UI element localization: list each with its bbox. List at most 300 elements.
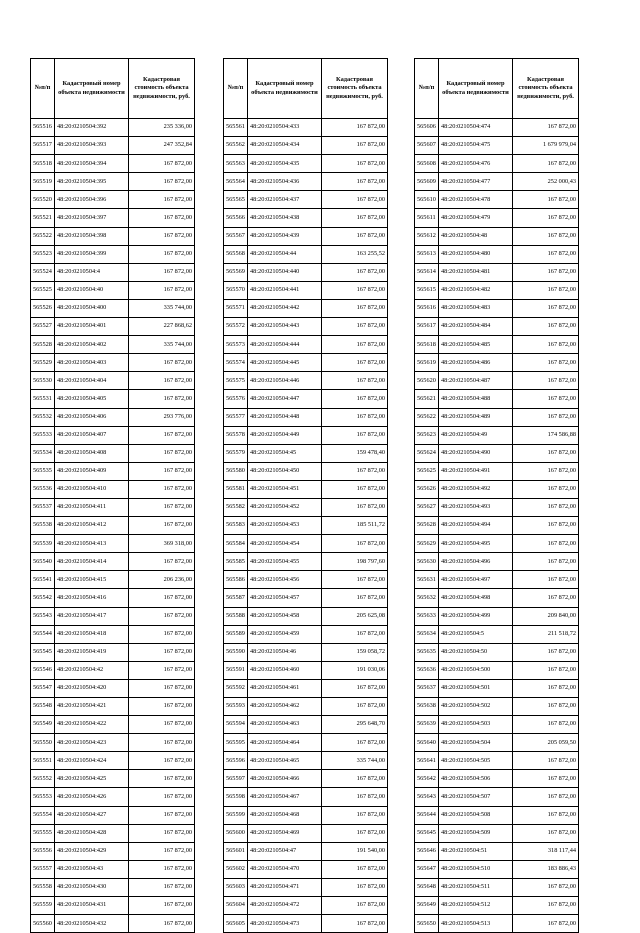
table-row: [31, 842, 195, 860]
cadastral-value: 167 872,00: [129, 788, 195, 806]
cadastral-value: 167 872,00: [129, 679, 195, 697]
table-row: [31, 806, 195, 824]
cadastral-number: 48:20:0210504:451: [248, 480, 322, 498]
table-row: [415, 281, 579, 299]
table-row: [31, 860, 195, 878]
row-number: 565611: [415, 209, 439, 227]
cadastral-number: 48:20:0210504:399: [55, 245, 129, 263]
table-row: [224, 842, 388, 860]
row-number: 565622: [415, 408, 439, 426]
cadastral-number: 48:20:0210504:423: [55, 734, 129, 752]
row-number: 565627: [415, 498, 439, 516]
row-number: 565556: [31, 842, 55, 860]
row-number: 565552: [31, 770, 55, 788]
cadastral-value: 167 872,00: [322, 354, 388, 372]
row-number: 565522: [31, 227, 55, 245]
table-row: [224, 716, 388, 734]
table-row: [415, 770, 579, 788]
row-number: 565535: [31, 462, 55, 480]
cadastral-value: 167 872,00: [129, 860, 195, 878]
row-number: 565646: [415, 842, 439, 860]
cadastral-number: 48:20:0210504:507: [439, 788, 513, 806]
row-number: 565559: [31, 897, 55, 915]
row-number: 565580: [224, 462, 248, 480]
row-number: 565528: [31, 336, 55, 354]
cadastral-value: 227 868,62: [129, 318, 195, 336]
table-row: [415, 571, 579, 589]
row-number: 565529: [31, 354, 55, 372]
cadastral-value: 167 872,00: [322, 878, 388, 896]
cadastral-number: 48:20:0210504:397: [55, 209, 129, 227]
table-row: [415, 553, 579, 571]
row-number: 565516: [31, 119, 55, 137]
cadastral-value: 167 872,00: [513, 752, 579, 770]
cadastral-number: 48:20:0210504:509: [439, 824, 513, 842]
cadastral-value: 167 872,00: [129, 716, 195, 734]
cadastral-value: 167 872,00: [513, 915, 579, 933]
row-number: 565640: [415, 734, 439, 752]
table-row: [31, 209, 195, 227]
row-number: 565602: [224, 860, 248, 878]
table-row: [415, 806, 579, 824]
row-number: 565584: [224, 535, 248, 553]
cadastral-number: 48:20:0210504:483: [439, 299, 513, 317]
cadastral-value: 167 872,00: [129, 480, 195, 498]
cadastral-number: 48:20:0210504:493: [439, 498, 513, 516]
row-number: 565625: [415, 462, 439, 480]
cadastral-value: 167 872,00: [322, 897, 388, 915]
cadastral-number: 48:20:0210504:477: [439, 173, 513, 191]
cadastral-number: 48:20:0210504:444: [248, 336, 322, 354]
cadastral-number: 48:20:0210504:484: [439, 318, 513, 336]
table-row: [31, 752, 195, 770]
cadastral-value: 167 872,00: [322, 462, 388, 480]
cadastral-number: 48:20:0210504:410: [55, 480, 129, 498]
table-row: [224, 897, 388, 915]
cadastral-number: 48:20:0210504:415: [55, 571, 129, 589]
table-row: [415, 842, 579, 860]
table-row: [31, 571, 195, 589]
table-row: [224, 498, 388, 516]
cadastral-number: 48:20:0210504:487: [439, 372, 513, 390]
cadastral-number: 48:20:0210504:471: [248, 878, 322, 896]
row-number: 565532: [31, 408, 55, 426]
row-number: 565579: [224, 444, 248, 462]
cadastral-value: 167 872,00: [129, 498, 195, 516]
table-row: [224, 734, 388, 752]
table-row: [224, 354, 388, 372]
cadastral-number: 48:20:0210504:421: [55, 698, 129, 716]
cadastral-number: 48:20:0210504:436: [248, 173, 322, 191]
row-number: 565626: [415, 480, 439, 498]
cadastral-value: 191 030,06: [322, 661, 388, 679]
cadastral-number: 48:20:0210504:490: [439, 444, 513, 462]
cadastral-value: 167 872,00: [322, 299, 388, 317]
cadastral-value: 167 872,00: [513, 553, 579, 571]
table-row: [415, 227, 579, 245]
cadastral-value: 167 872,00: [129, 625, 195, 643]
table-row: [415, 372, 579, 390]
cadastral-number: 48:20:0210504:432: [55, 915, 129, 933]
table-row: [224, 643, 388, 661]
row-number: 565561: [224, 119, 248, 137]
cadastral-number: 48:20:0210504:456: [248, 571, 322, 589]
row-number: 565583: [224, 517, 248, 535]
table-row: [224, 806, 388, 824]
table-row: [31, 498, 195, 516]
table-row: [31, 372, 195, 390]
cadastral-value: 167 872,00: [322, 535, 388, 553]
cadastral-value: 167 872,00: [322, 571, 388, 589]
cadastral-number: 48:20:0210504:401: [55, 318, 129, 336]
cadastral-value: 167 872,00: [513, 372, 579, 390]
row-number: 565549: [31, 716, 55, 734]
row-number: 565618: [415, 336, 439, 354]
cadastral-number: 48:20:0210504:441: [248, 281, 322, 299]
row-number: 565573: [224, 336, 248, 354]
row-number: 565612: [415, 227, 439, 245]
table-row: [31, 535, 195, 553]
row-number: 565540: [31, 553, 55, 571]
table-row: [224, 408, 388, 426]
cadastral-number: 48:20:0210504:42: [55, 661, 129, 679]
cadastral-value: 167 872,00: [513, 679, 579, 697]
row-number: 565606: [415, 119, 439, 137]
table-row: [415, 480, 579, 498]
cadastral-number: 48:20:0210504:403: [55, 354, 129, 372]
cadastral-number: 48:20:0210504:51: [439, 842, 513, 860]
cadastral-number: 48:20:0210504:442: [248, 299, 322, 317]
cadastral-value: 205 059,50: [513, 734, 579, 752]
row-number: 565599: [224, 806, 248, 824]
table-row: [31, 679, 195, 697]
row-number: 565624: [415, 444, 439, 462]
cadastral-value: 167 872,00: [322, 336, 388, 354]
row-number: 565525: [31, 281, 55, 299]
row-number: 565558: [31, 878, 55, 896]
table-row: [415, 299, 579, 317]
cadastral-value: 167 872,00: [129, 698, 195, 716]
table-row: [224, 299, 388, 317]
cadastral-number: 48:20:0210504:414: [55, 553, 129, 571]
table-row: [31, 444, 195, 462]
table-row: [415, 191, 579, 209]
cadastral-number: 48:20:0210504:466: [248, 770, 322, 788]
row-number: 565574: [224, 354, 248, 372]
table-row: [224, 173, 388, 191]
cadastral-number: 48:20:0210504:478: [439, 191, 513, 209]
table-row: [224, 698, 388, 716]
row-number: 565609: [415, 173, 439, 191]
cadastral-number: 48:20:0210504:454: [248, 535, 322, 553]
cadastral-number: 48:20:0210504:412: [55, 517, 129, 535]
row-number: 565569: [224, 263, 248, 281]
table-row: [224, 390, 388, 408]
cadastral-number: 48:20:0210504:443: [248, 318, 322, 336]
cadastral-value: 167 872,00: [513, 191, 579, 209]
cadastral-value: 167 872,00: [129, 806, 195, 824]
cadastral-table-2: [223, 58, 388, 933]
cadastral-number: 48:20:0210504:392: [55, 119, 129, 137]
cadastral-value: 167 872,00: [322, 191, 388, 209]
table-row: [224, 607, 388, 625]
row-number: 565643: [415, 788, 439, 806]
cadastral-value: 167 872,00: [129, 227, 195, 245]
row-number: 565526: [31, 299, 55, 317]
cadastral-value: 167 872,00: [129, 643, 195, 661]
row-number: 565550: [31, 734, 55, 752]
table-row: [224, 752, 388, 770]
table-header-row: [31, 59, 195, 119]
cadastral-number: 48:20:0210504:481: [439, 263, 513, 281]
row-number: 565639: [415, 716, 439, 734]
table-row: [415, 897, 579, 915]
cadastral-value: 167 872,00: [513, 209, 579, 227]
cadastral-number: 48:20:0210504:510: [439, 860, 513, 878]
row-number: 565576: [224, 390, 248, 408]
table-row: [31, 480, 195, 498]
cadastral-value: 191 540,00: [322, 842, 388, 860]
table-row: [31, 245, 195, 263]
cadastral-value: 167 872,00: [513, 462, 579, 480]
table-row: [224, 137, 388, 155]
row-number: 565589: [224, 625, 248, 643]
table-row: [415, 607, 579, 625]
table-row: [415, 643, 579, 661]
table-row: [415, 752, 579, 770]
row-number: 565543: [31, 607, 55, 625]
cadastral-number: 48:20:0210504:435: [248, 155, 322, 173]
row-number: 565630: [415, 553, 439, 571]
cadastral-value: 167 872,00: [129, 770, 195, 788]
cadastral-number: 48:20:0210504:473: [248, 915, 322, 933]
table-row: [415, 589, 579, 607]
cadastral-number: 48:20:0210504:411: [55, 498, 129, 516]
cadastral-value: 209 840,00: [513, 607, 579, 625]
table-row: [31, 788, 195, 806]
row-number: 565647: [415, 860, 439, 878]
table-row: [224, 625, 388, 643]
cadastral-number: 48:20:0210504:457: [248, 589, 322, 607]
cadastral-value: 167 872,00: [322, 770, 388, 788]
cadastral-number: 48:20:0210504:508: [439, 806, 513, 824]
row-number: 565586: [224, 571, 248, 589]
cadastral-number: 48:20:0210504:458: [248, 607, 322, 625]
cadastral-number: 48:20:0210504:43: [55, 860, 129, 878]
cadastral-value: 167 872,00: [322, 734, 388, 752]
cadastral-value: 167 872,00: [513, 897, 579, 915]
header-num: №п/п: [415, 59, 439, 119]
row-number: 565610: [415, 191, 439, 209]
cadastral-value: 318 117,44: [513, 842, 579, 860]
cadastral-number: 48:20:0210504:430: [55, 878, 129, 896]
cadastral-value: 205 625,08: [322, 607, 388, 625]
cadastral-value: 167 872,00: [129, 209, 195, 227]
row-number: 565524: [31, 263, 55, 281]
header-cadastral-number: Кадастровый номер объекта недвижимости: [439, 59, 513, 119]
table-row: [31, 227, 195, 245]
cadastral-value: 167 872,00: [322, 155, 388, 173]
cadastral-number: 48:20:0210504:461: [248, 679, 322, 697]
cadastral-number: 48:20:0210504:428: [55, 824, 129, 842]
row-number: 565560: [31, 915, 55, 933]
cadastral-number: 48:20:0210504:504: [439, 734, 513, 752]
cadastral-number: 48:20:0210504:440: [248, 263, 322, 281]
row-number: 565594: [224, 716, 248, 734]
header-cadastral-value: Кадастровая стоимость объекта недвижимости, руб.: [513, 59, 579, 119]
row-number: 565621: [415, 390, 439, 408]
table-row: [31, 299, 195, 317]
row-number: 565598: [224, 788, 248, 806]
cadastral-number: 48:20:0210504:44: [248, 245, 322, 263]
table-row: [31, 698, 195, 716]
cadastral-value: 211 518,72: [513, 625, 579, 643]
cadastral-number: 48:20:0210504:407: [55, 426, 129, 444]
cadastral-number: 48:20:0210504:503: [439, 716, 513, 734]
cadastral-value: 167 872,00: [322, 915, 388, 933]
row-number: 565597: [224, 770, 248, 788]
cadastral-number: 48:20:0210504:460: [248, 661, 322, 679]
table-row: [31, 589, 195, 607]
cadastral-value: 167 872,00: [513, 661, 579, 679]
cadastral-number: 48:20:0210504:422: [55, 716, 129, 734]
row-number: 565615: [415, 281, 439, 299]
row-number: 565564: [224, 173, 248, 191]
header-cadastral-value: Кадастровая стоимость объекта недвижимости, руб.: [129, 59, 195, 119]
cadastral-value: 174 586,88: [513, 426, 579, 444]
cadastral-number: 48:20:0210504:408: [55, 444, 129, 462]
table-row: [415, 245, 579, 263]
table-row: [224, 860, 388, 878]
row-number: 565608: [415, 155, 439, 173]
table-row: [31, 281, 195, 299]
table-row: [224, 788, 388, 806]
cadastral-value: 167 872,00: [129, 462, 195, 480]
table-row: [31, 263, 195, 281]
cadastral-number: 48:20:0210504:498: [439, 589, 513, 607]
table-row: [31, 915, 195, 933]
cadastral-value: 167 872,00: [513, 806, 579, 824]
row-number: 565581: [224, 480, 248, 498]
row-number: 565577: [224, 408, 248, 426]
cadastral-number: 48:20:0210504:492: [439, 480, 513, 498]
table-row: [31, 770, 195, 788]
cadastral-number: 48:20:0210504:491: [439, 462, 513, 480]
table-row: [415, 535, 579, 553]
table-row: [224, 336, 388, 354]
row-number: 565538: [31, 517, 55, 535]
cadastral-value: 167 872,00: [513, 444, 579, 462]
table-row: [415, 679, 579, 697]
row-number: 565578: [224, 426, 248, 444]
cadastral-number: 48:20:0210504:475: [439, 137, 513, 155]
row-number: 565634: [415, 625, 439, 643]
cadastral-value: 167 872,00: [129, 245, 195, 263]
row-number: 565539: [31, 535, 55, 553]
cadastral-number: 48:20:0210504:445: [248, 354, 322, 372]
table-row: [415, 625, 579, 643]
cadastral-value: 167 872,00: [513, 318, 579, 336]
table-row: [415, 408, 579, 426]
cadastral-value: 167 872,00: [129, 915, 195, 933]
table-row: [415, 318, 579, 336]
cadastral-value: 167 872,00: [513, 698, 579, 716]
cadastral-value: 167 872,00: [322, 679, 388, 697]
row-number: 565554: [31, 806, 55, 824]
header-cadastral-number: Кадастровый номер объекта недвижимости: [248, 59, 322, 119]
row-number: 565642: [415, 770, 439, 788]
table-row: [415, 517, 579, 535]
cadastral-value: 235 336,00: [129, 119, 195, 137]
table-row: [31, 716, 195, 734]
table-row: [224, 119, 388, 137]
cadastral-number: 48:20:0210504:446: [248, 372, 322, 390]
cadastral-number: 48:20:0210504:402: [55, 336, 129, 354]
cadastral-number: 48:20:0210504:429: [55, 842, 129, 860]
cadastral-number: 48:20:0210504:513: [439, 915, 513, 933]
row-number: 565641: [415, 752, 439, 770]
row-number: 565623: [415, 426, 439, 444]
table-row: [224, 462, 388, 480]
table-row: [415, 698, 579, 716]
table-row: [224, 281, 388, 299]
row-number: 565632: [415, 589, 439, 607]
cadastral-number: 48:20:0210504:496: [439, 553, 513, 571]
cadastral-number: 48:20:0210504:433: [248, 119, 322, 137]
cadastral-number: 48:20:0210504:409: [55, 462, 129, 480]
cadastral-number: 48:20:0210504:501: [439, 679, 513, 697]
row-number: 565648: [415, 878, 439, 896]
cadastral-number: 48:20:0210504:465: [248, 752, 322, 770]
cadastral-table-1: [30, 58, 195, 933]
cadastral-value: 252 000,43: [513, 173, 579, 191]
row-number: 565545: [31, 643, 55, 661]
cadastral-number: 48:20:0210504:453: [248, 517, 322, 535]
cadastral-number: 48:20:0210504:395: [55, 173, 129, 191]
table-row: [224, 571, 388, 589]
table-row: [31, 824, 195, 842]
cadastral-number: 48:20:0210504:413: [55, 535, 129, 553]
cadastral-number: 48:20:0210504:485: [439, 336, 513, 354]
cadastral-value: 1 679 979,04: [513, 137, 579, 155]
table-row: [224, 535, 388, 553]
cadastral-value: 167 872,00: [322, 698, 388, 716]
cadastral-value: 167 872,00: [322, 788, 388, 806]
header-num: №п/п: [31, 59, 55, 119]
row-number: 565530: [31, 372, 55, 390]
table-row: [224, 878, 388, 896]
table-row: [224, 824, 388, 842]
row-number: 565582: [224, 498, 248, 516]
row-number: 565590: [224, 643, 248, 661]
table-row: [415, 878, 579, 896]
table-header-row: [224, 59, 388, 119]
cadastral-value: 167 872,00: [129, 444, 195, 462]
table-row: [31, 191, 195, 209]
cadastral-value: 167 872,00: [129, 173, 195, 191]
cadastral-value: 167 872,00: [513, 643, 579, 661]
cadastral-number: 48:20:0210504:417: [55, 607, 129, 625]
cadastral-value: 206 236,00: [129, 571, 195, 589]
cadastral-value: 167 872,00: [129, 390, 195, 408]
row-number: 565536: [31, 480, 55, 498]
cadastral-number: 48:20:0210504:424: [55, 752, 129, 770]
row-number: 565585: [224, 553, 248, 571]
cadastral-table-3: [414, 58, 579, 933]
table-row: [415, 336, 579, 354]
table-row: [224, 679, 388, 697]
cadastral-number: 48:20:0210504:455: [248, 553, 322, 571]
